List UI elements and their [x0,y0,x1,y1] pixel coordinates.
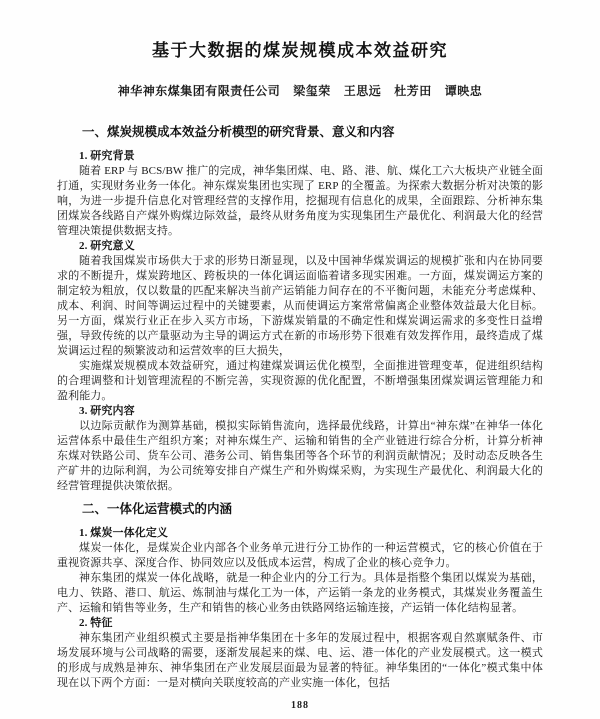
paper-body [57,125,543,691]
section-heading-2: 二、一体化运营模式的内涵 [82,502,233,516]
paper-title: 基于大数据的煤炭规模成本效益研究 [152,41,448,60]
author-name: 谭映忠 [444,84,483,98]
subsection-heading: 1. 煤炭一体化定义 [79,527,168,539]
author-name: 梁玺荣 [293,84,331,98]
page-number: 188 [291,700,309,711]
paragraph: 随着我国煤炭市场供大于求的形势日渐显现，以及中国神华煤炭调运的规模扩张和内在协同要求的不断提升，煤炭跨地区、跨板块的一体化调运面临着诸多现实困难。一方面，煤炭调运方案的制定较为粗放，仅以数量的匹配来解决当前产运销能力间存在的不平衡问题，未能充分考虑煤种、成本、利润、时间等调运过程中的关键要素，从而使调运方案常常偏离企业整体效益最大化目标。另一方面，煤炭行业正在步入买方市场，下游煤炭销量的不确定性和煤炭调运需求的多变性日益增强，导致传统的以产量驱动为主导的调运方式在新的市场形势下很难有效发挥作用，最终造成了煤炭调运过程的频繁波动和运营效率的巨大损失， [57,255,543,357]
subsection-heading: 3. 研究内容 [79,405,135,417]
paragraph: 神东集团的煤炭一体化战略，就是一种企业内的分工行为。具体是指整个集团以煤炭为基础，电力、铁路、港口、航运、炼制油与煤化工为一体，产运销一条龙的业务模式，其煤炭业务覆盖生产、运输和销售等业务，生产和销售的核心业务由铁路网络运输连接，产运销一体化结构显著。 [57,572,543,614]
paragraph: 以边际贡献作为测算基础，模拟实际销售流向，选择最优线路，计算出“神东煤”在神华一体化运营体系中最佳生产组织方案；对神东煤生产、运输和销售的全产业链进行综合分析，计算分析神东煤对铁路公司、货车公司、港务公司、销售集团等各个环节的利润贡献情况；及时动态反映各生产矿井的边际利润，为公司统筹安排自产煤生产和外购煤采购，为实现生产最优化、利润最大化的经营管理提供决策依据。 [57,420,543,492]
paragraph: 实施煤炭规模成本效益研究，通过构建煤炭调运优化模型，全面推进管理变革，促进组织结构的合理调整和计划管理流程的不断完善，实现资源的优化配置，不断增强集团煤炭调运管理能力和盈利能力。 [57,360,543,402]
author-name: 杜芳田 [394,84,432,98]
paragraph: 随着 ERP 与 BCS/BW 推广的完成，神华集团煤、电、路、港、航、煤化工六大板块产业链全面打通，实现财务业务一体化。神东煤炭集团也实现了 ERP 的全覆盖。为探索大数据分析对决策的影响，为进一步提升信息化对管理经营的支撑作用，挖掘现有信息化的成果，全面跟踪、分析神东集团煤炭各线路自产煤外购煤边际效益，最终从财务角度为实现集团生产最优化、利润最大化的经营管理决策提供数据支持。 [57,165,543,237]
subsection-heading: 2. 研究意义 [79,240,135,252]
section-heading-1: 一、煤炭规模成本效益分析模型的研究背景、意义和内容 [82,125,395,139]
paragraph: 神东集团产业组织模式主要是指神华集团在十多年的发展过程中，根据客观自然禀赋条件、市场发展环境与公司战略的需要，逐渐发展起来的煤、电、运、港一体化的产业发展模式。这一模式的形成与成熟是神东、神华集团在产业发展层面最为显著的特征。神华集团的“一体化”模式集中体现在以下两个方面：一是对横向关联度较高的产业实施一体化，包括 [57,632,543,689]
subsection-heading: 2. 特征 [79,617,113,629]
subsection-heading: 1. 研究背景 [79,150,135,162]
author-name: 王思远 [343,84,382,98]
byline [0,82,600,99]
paragraph: 煤炭一体化，是煤炭企业内部各个业务单元进行分工协作的一种运营模式，它的核心价值在于重视资源共享、深度合作、协同效应以及低成本运营，构成了企业的核心竞争力。 [57,542,543,569]
affiliation: 神华神东煤集团有限责任公司 [117,84,281,98]
